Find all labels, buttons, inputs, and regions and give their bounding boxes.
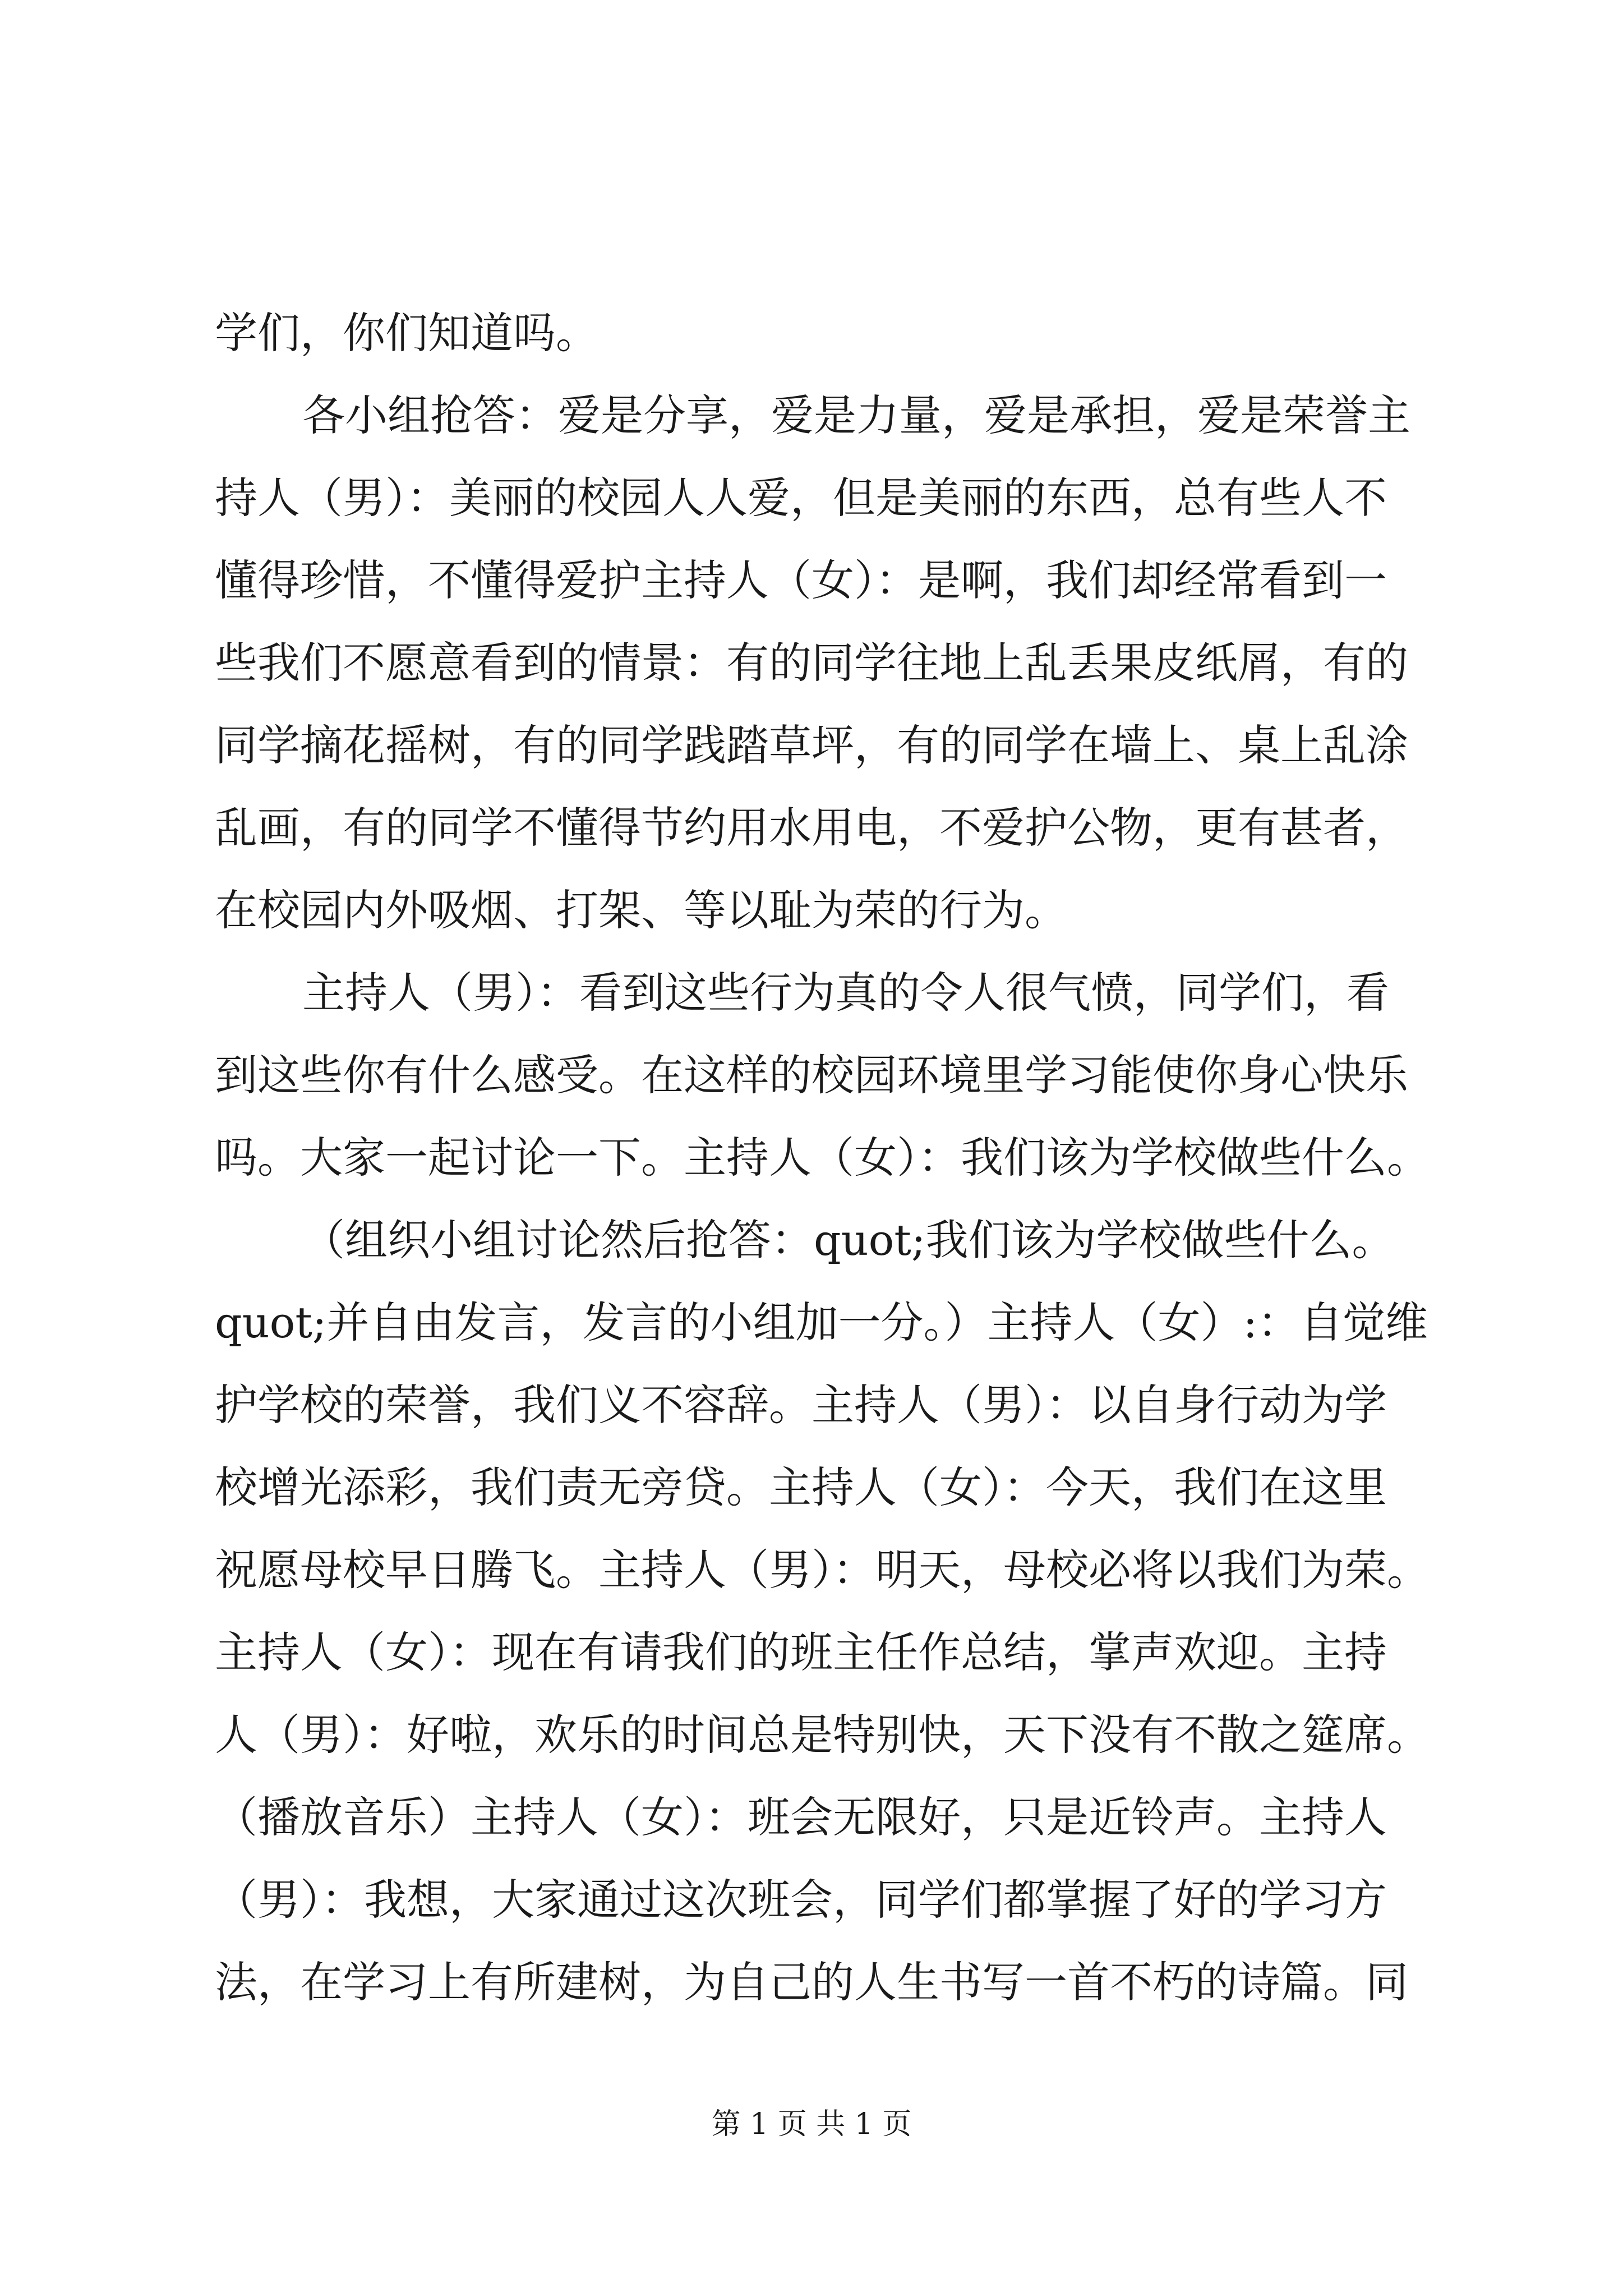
text-line: 人（男）：好啦，欢乐的时间总是特别快，天下没有不散之筵席。 (215, 1710, 1430, 1760)
text-line: （播放音乐）主持人（女）：班会无限好，只是近铃声。主持人 (215, 1792, 1387, 1842)
text-line: 懂得珍惜，不懂得爱护主持人（女）：是啊，我们却经常看到一 (215, 555, 1387, 605)
paragraph-start-line: 各小组抢答：爱是分享，爱是力量，爱是承担，爱是荣誉主 (302, 390, 1410, 440)
text-line: quot;并自由发言，发言的小组加一分。）主持人（女）:：自觉维 (215, 1297, 1428, 1347)
text-line: 祝愿母校早日腾飞。主持人（男）：明天，母校必将以我们为荣。 (215, 1545, 1430, 1595)
document-body (215, 292, 1482, 2023)
text-line: （男）：我想，大家通过这次班会，同学们都掌握了好的学习方 (215, 1875, 1387, 1925)
text-line: 吗。大家一起讨论一下。主持人（女）：我们该为学校做些什么。 (215, 1133, 1430, 1182)
text-line: 主持人（女）：现在有请我们的班主任作总结，掌声欢迎。主持 (215, 1627, 1387, 1677)
text-line: 在校园内外吸烟、打架、等以耻为荣的行为。 (215, 885, 1067, 935)
text-line: 些我们不愿意看到的情景：有的同学往地上乱丢果皮纸屑，有的 (215, 638, 1408, 688)
text-line: 持人（男）：美丽的校园人人爱，但是美丽的东西，总有些人不 (215, 473, 1387, 523)
text-line: 校增光添彩，我们责无旁贷。主持人（女）：今天，我们在这里 (215, 1462, 1387, 1512)
page-number-label: 第 1 页 共 1 页 (711, 2108, 912, 2141)
text-line: 学们，你们知道吗。 (215, 308, 598, 358)
text-line: 乱画，有的同学不懂得节约用水用电，不爱护公物，更有甚者， (215, 803, 1408, 853)
text-line: 同学摘花摇树，有的同学践踏草坪，有的同学在墙上、桌上乱涂 (215, 720, 1408, 770)
text-line: 护学校的荣誉，我们义不容辞。主持人（男）：以自身行动为学 (215, 1380, 1387, 1430)
text-line: 到这些你有什么感受。在这样的校园环境里学习能使你身心快乐 (215, 1050, 1408, 1100)
paragraph-start-line: 主持人（男）：看到这些行为真的令人很气愤，同学们，看 (302, 968, 1389, 1018)
page-footer (0, 2105, 1623, 2144)
paragraph-start-line: （组织小组讨论然后抢答：quot;我们该为学校做些什么。 (302, 1215, 1395, 1265)
text-line: 法，在学习上有所建树，为自己的人生书写一首不朽的诗篇。同 (215, 1957, 1408, 2007)
